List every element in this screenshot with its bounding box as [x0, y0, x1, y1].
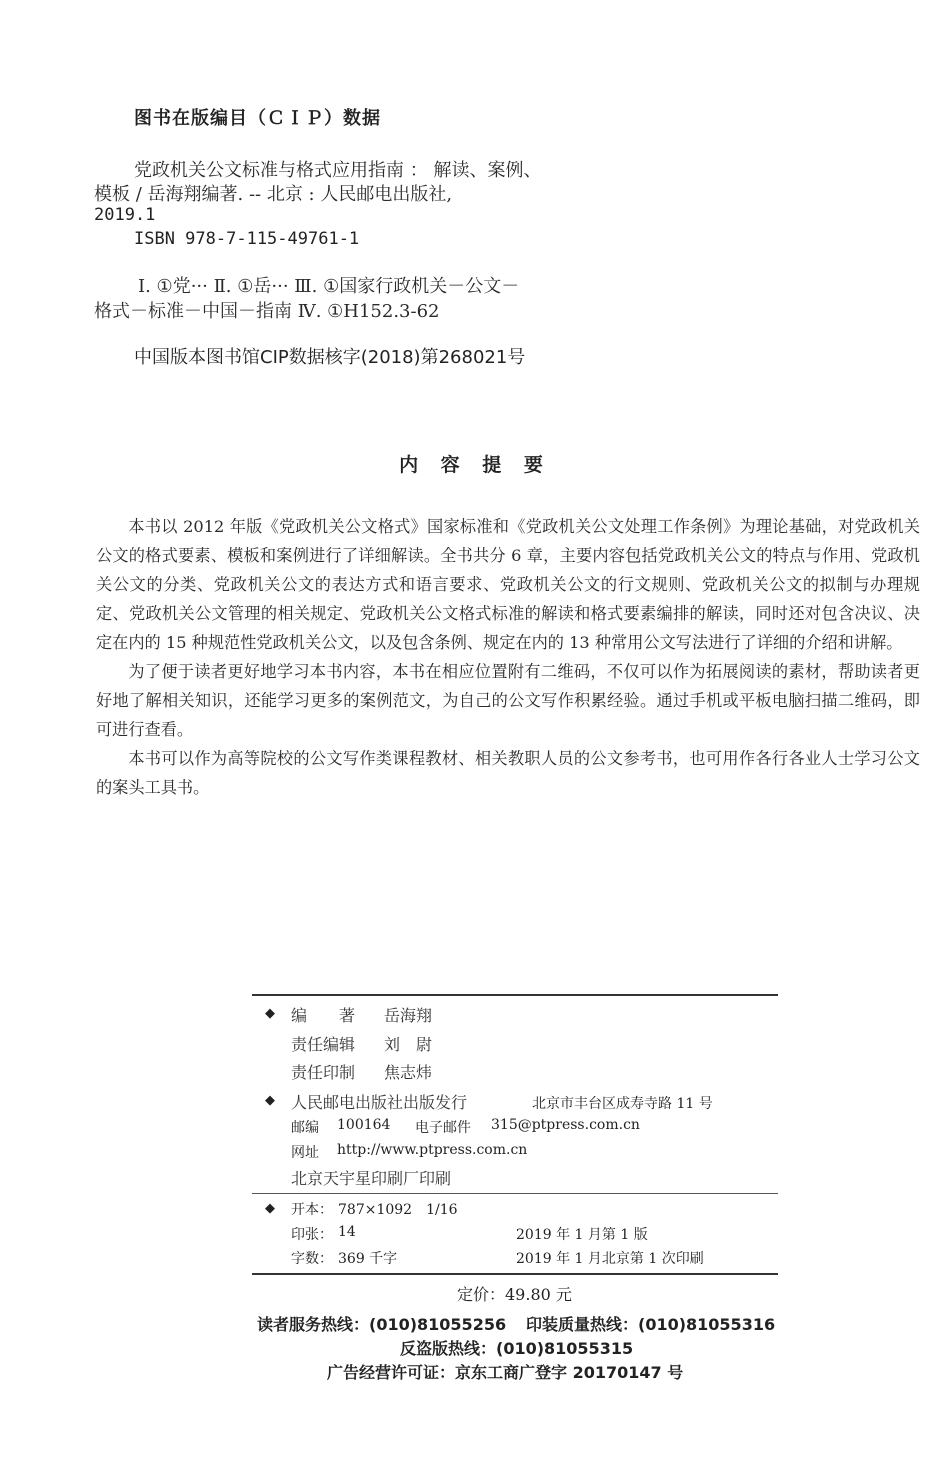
colophon-top-rule	[252, 994, 778, 996]
words-value: 369 千字	[338, 1251, 398, 1267]
publisher: 人民邮电出版社出版发行	[291, 1093, 468, 1112]
author-name: 岳海翔	[384, 1006, 433, 1025]
editor-name: 刘 尉	[384, 1035, 433, 1054]
summary-paragraph-3: 本书可以作为高等院校的公文写作类课程教材、相关教职人员的公文参考书，也可用作各行各业人士学习公文的案头工具书。	[96, 749, 920, 797]
colophon-bottom-rule	[252, 1273, 778, 1275]
cip-heading: 图书在版编目（ＣＩＰ）数据	[134, 108, 381, 129]
words-label: 字数：	[291, 1251, 333, 1267]
printer: 北京天宇星印刷厂印刷	[291, 1169, 452, 1188]
author-label: 编 著	[291, 1006, 356, 1025]
summary-paragraph-2: 为了便于读者更好地学习本书内容，本书在相应位置附有二维码，不仅可以作为拓展阅读的素材，帮助读者更好地了解相关知识，还能学习更多的案例范文，为自己的公文写作积累经验。通过手机或平板电脑扫描二维码，即可进行查看。	[96, 662, 920, 739]
service-hotline: 读者服务热线：(010)81055256	[257, 1315, 507, 1334]
format-value: 787×1092 1/16	[338, 1202, 458, 1218]
sheets-label: 印张：	[291, 1227, 333, 1243]
printing: 2019 年 1 月北京第 1 次印刷	[516, 1251, 704, 1267]
summary-paragraph-1: 本书以 2012 年版《党政机关公文格式》国家标准和《党政机关公文处理工作条例》为理论基础，对党政机关公文的格式要素、模板和案例进行了详细解读。全书共分 6 章，主要内容包括党政机关公文的特点与作用、党政机关公文的分类、党政机关公文的表达方式和语言要求、党政机关公文的行文规则、党政机关公文的拟制与办理规定、党政机关公文管理的相关规定、党政机关公文格式标准的解读和格式要素编排的解读，同时还对包含决议、决定在内的 15 种规范性党政机关公文，以及包含条例、规定在内的 13 种常用公文写法进行了详细的介绍和讲解。	[96, 517, 920, 652]
postcode: 100164	[337, 1117, 391, 1133]
quality-hotline: 印装质量热线：(010)81055316	[526, 1315, 776, 1334]
print-manager-name: 焦志炜	[384, 1063, 433, 1082]
email-label: 电子邮件	[415, 1120, 471, 1136]
summary-title: 内 容 提 要	[399, 454, 551, 476]
cip-title-line2: 模板 / 岳海翔编著. -- 北京 : 人民邮电出版社,	[94, 184, 453, 205]
cip-class-line1: Ⅰ. ①党··· Ⅱ. ①岳··· Ⅲ. ①国家行政机关－公文－	[138, 276, 520, 297]
colophon-mid-rule	[252, 1193, 778, 1194]
editor-label: 责任编辑	[291, 1035, 356, 1054]
publisher-address: 北京市丰台区成寿寺路 11 号	[532, 1096, 713, 1112]
summary-body	[96, 512, 920, 802]
cip-isbn: ISBN 978-7-115-49761-1	[134, 229, 360, 249]
edition: 2019 年 1 月第 1 版	[516, 1227, 648, 1243]
format-label: 开本：	[291, 1202, 333, 1218]
bullet-diamond-icon: ◆	[265, 1093, 275, 1108]
ad-license: 广告经营许可证：京东工商广登字 20170147 号	[327, 1363, 684, 1382]
print-manager-label: 责任印制	[291, 1063, 356, 1082]
postcode-label: 邮编	[291, 1120, 319, 1136]
bullet-diamond-icon: ◆	[265, 1006, 275, 1021]
price: 定价：49.80 元	[457, 1285, 572, 1304]
cip-title-line1: 党政机关公文标准与格式应用指南 ： 解读、案例、	[134, 160, 542, 181]
cip-year: 2019.1	[94, 205, 156, 225]
antipiracy-hotline: 反盗版热线：(010)81055315	[400, 1339, 634, 1358]
website: http://www.ptpress.com.cn	[337, 1142, 528, 1158]
cip-number: 中国版本图书馆CIP数据核字(2018)第268021号	[134, 347, 526, 368]
sheets-value: 14	[338, 1224, 356, 1240]
cip-class-line2: 格式－标准－中国－指南 Ⅳ. ①H152.3-62	[94, 301, 440, 322]
bullet-diamond-icon: ◆	[265, 1201, 275, 1216]
email: 315@ptpress.com.cn	[491, 1117, 640, 1133]
website-label: 网址	[291, 1145, 319, 1161]
